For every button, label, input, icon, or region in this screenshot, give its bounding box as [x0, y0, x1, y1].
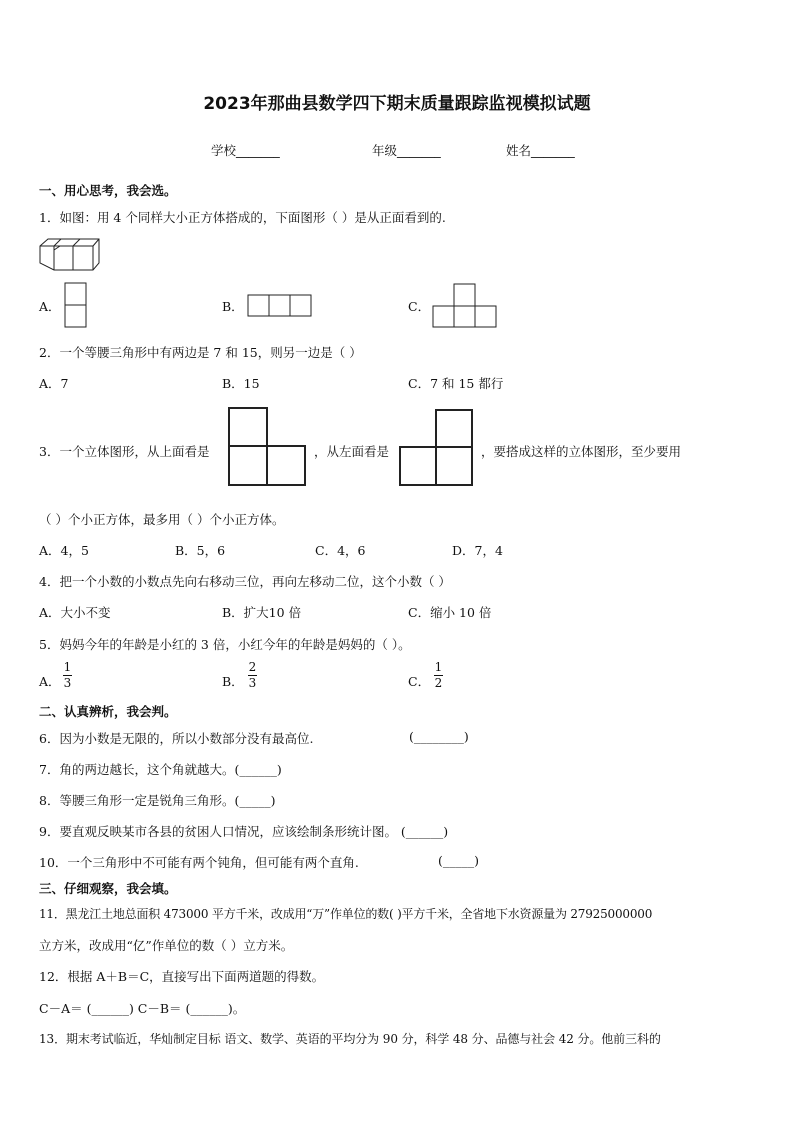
q12-answer-line: C－A＝ (______) C－B＝ (______)。	[39, 1001, 246, 1016]
page-title: 2023年那曲县数学四下期末质量跟踪监视模拟试题	[203, 94, 591, 114]
q6-answer-blank[interactable]: (________)	[409, 729, 469, 744]
q3-left-view-figure	[399, 409, 475, 487]
q1-cube-figure	[39, 238, 101, 272]
q4-text: 4．把一个小数的小数点先向右移动三位，再向左移动二位，这个小数（ ）	[39, 574, 451, 589]
q4-option-c[interactable]: C．缩小 10 倍	[408, 605, 492, 620]
q8-text: 8．等腰三角形一定是锐角三角形。(_____)	[39, 793, 276, 808]
q5-fraction-b	[248, 661, 257, 690]
q3-text-pre: 3．一个立体图形，从上面看是	[39, 444, 210, 459]
q5-fraction-a-denominator: 3	[63, 676, 72, 690]
q9-text: 9．要直观反映某市各县的贫困人口情况，应该绘制条形统计图。 (______)	[39, 824, 449, 839]
q5-option-a[interactable]: A．	[39, 674, 61, 689]
q1-option-a[interactable]: A．	[39, 299, 61, 314]
grade-field: 年级_______	[372, 143, 441, 158]
q3-option-a[interactable]: A．4，5	[39, 543, 89, 558]
section-3-heading: 三、仔细观察，我会填。	[39, 881, 177, 896]
q5-fraction-b-denominator: 3	[248, 676, 257, 690]
section-2-heading: 二、认真辨析，我会判。	[39, 704, 177, 719]
q5-fraction-c	[434, 661, 443, 690]
q5-fraction-a-numerator: 1	[63, 660, 72, 674]
q3-option-c[interactable]: C．4，6	[315, 543, 366, 558]
q5-option-b[interactable]: B．	[222, 674, 244, 689]
q5-fraction-a	[63, 661, 72, 690]
q13-text: 13．期末考试临近，华灿制定目标 语文、数学、英语的平均分为 90 分，科学 48 分、品德与社会 42 分。他前三科的	[39, 1032, 661, 1046]
q1-text: 1．如图：用 4 个同样大小正方体搭成的，下面图形（ ）是从正面看到的.	[39, 210, 446, 225]
q5-text: 5．妈妈今年的年龄是小红的 3 倍，小红今年的年龄是妈妈的（ ）。	[39, 637, 411, 652]
q3-option-b[interactable]: B．5，6	[175, 543, 226, 558]
q12-text: 12．根据 A＋B＝C，直接写出下面两道题的得数。	[39, 969, 325, 984]
q1-option-a-figure	[64, 282, 88, 328]
q1-option-b-figure	[247, 294, 313, 318]
school-field: 学校_______	[211, 143, 280, 158]
q1-option-b[interactable]: B．	[222, 299, 244, 314]
q3-text-post: ，要搭成这样的立体图形，至少要用	[481, 444, 682, 459]
q5-fraction-c-denominator: 2	[434, 676, 443, 690]
q10-answer-blank[interactable]: (_____)	[438, 853, 480, 868]
q2-option-c[interactable]: C．7 和 15 都行	[408, 376, 504, 391]
q11-text-line2: 立方米，改成用“亿”作单位的数（ ）立方米。	[39, 938, 294, 953]
q7-text: 7．角的两边越长，这个角就越大。(______)	[39, 762, 282, 777]
q1-option-c[interactable]: C．	[408, 299, 431, 314]
name-field: 姓名_______	[506, 143, 575, 158]
q3-option-d[interactable]: D．7，4	[452, 543, 503, 558]
q3-text-line2: （ ）个小正方体，最多用（ ）个小正方体。	[39, 512, 285, 527]
section-1-heading: 一、用心思考，我会选。	[39, 183, 177, 198]
q4-option-a[interactable]: A．大小不变	[39, 605, 111, 620]
q3-top-view-figure	[228, 407, 308, 487]
q2-option-b[interactable]: B．15	[222, 376, 260, 391]
q2-text: 2．一个等腰三角形中有两边是 7 和 15，则另一边是（ ）	[39, 345, 362, 360]
q5-fraction-b-numerator: 2	[248, 660, 257, 674]
q10-text: 10．一个三角形中不可能有两个钝角，但可能有两个直角.	[39, 855, 359, 870]
q6-text: 6．因为小数是无限的，所以小数部分没有最高位.	[39, 731, 314, 746]
q5-fraction-c-numerator: 1	[434, 660, 443, 674]
q5-option-c[interactable]: C．	[408, 674, 431, 689]
q11-text-line1: 11．黑龙江土地总面积 473000 平方千米，改成用“万”作单位的数( )平方千米，全省地下水资源量为 27925000000	[39, 907, 653, 921]
q4-option-b[interactable]: B．扩大10 倍	[222, 605, 302, 620]
q3-text-mid: ，从左面看是	[314, 444, 390, 459]
q1-option-c-figure	[432, 283, 498, 329]
q2-option-a[interactable]: A．7	[39, 376, 69, 391]
